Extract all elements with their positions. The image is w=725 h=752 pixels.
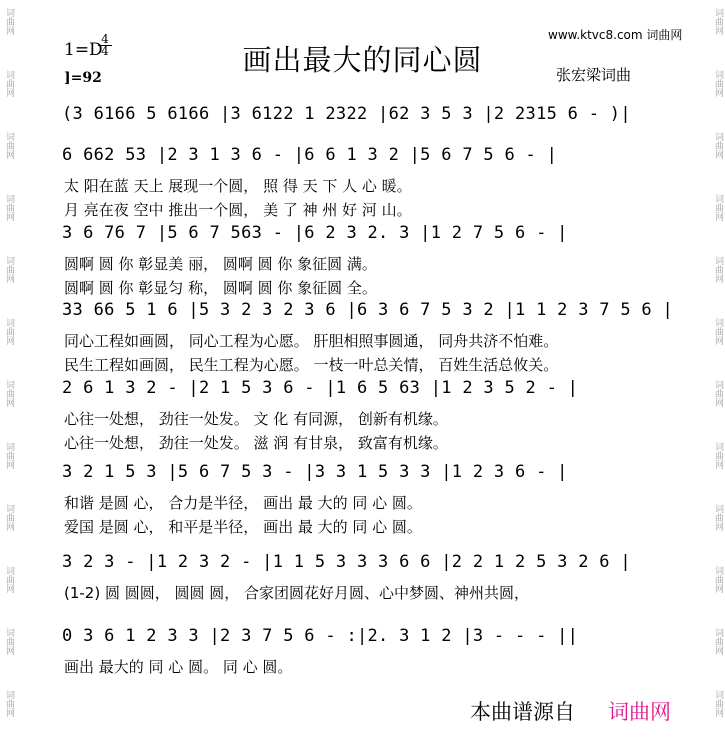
meter-bottom: 4	[101, 44, 109, 58]
lyric-line: 画出 最大的 同 心 圆。 同 心 圆。	[64, 658, 293, 676]
lyric-line: 民生工程如画圆， 民生工程为心愿。 一枝一叶总关情， 百姓生活总攸关。	[64, 356, 559, 374]
watermark-text: 词曲网	[4, 380, 14, 407]
watermark-text: 词曲网	[4, 132, 14, 159]
notation-line: 3 6 76 7 |5 6 7 563 - |6 2 3 2. 3 |1 2 7 5 6 - |	[62, 223, 568, 243]
watermark-text: 词曲网	[713, 70, 723, 97]
watermark-text: 词曲网	[713, 256, 723, 283]
watermark-text: 词曲网	[713, 380, 723, 407]
time-signature	[98, 34, 112, 57]
meter-top: 4	[101, 32, 109, 46]
lyric-line: 心往一处想， 劲往一处发。 文 化 有同源， 创新有机缘。	[64, 410, 448, 428]
watermark-text: 词曲网	[4, 194, 14, 221]
notation-line: 0 3 6 1 2 3 3 |2 3 7 5 6 - :|2. 3 1 2 |3 - - - ||	[62, 626, 579, 646]
watermark-text: 词曲网	[4, 70, 14, 97]
song-title: 画出最大的同心圆	[242, 43, 483, 77]
watermark-text: 词曲网	[713, 442, 723, 469]
site-url[interactable]: www.ktvc8.com 词曲网	[548, 28, 683, 42]
lyric-line: 太 阳在蓝 天上 展现一个圆， 照 得 天 下 人 心 暖。	[64, 177, 412, 195]
footer-site-link[interactable]: 词曲网	[608, 700, 671, 724]
key-signature: 1=D	[64, 40, 103, 60]
notation-line: 3 2 1 5 3 |5 6 7 5 3 - |3 3 1 5 3 3 |1 2 3 6 - |	[62, 462, 568, 482]
watermark-text: 词曲网	[4, 318, 14, 345]
watermark-text: 词曲网	[4, 8, 14, 35]
notation-line: 33 66 5 1 6 |5 3 2 3 2 3 6 |6 3 6 7 5 3 2 |1 1 2 3 7 5 6 |	[62, 300, 674, 320]
tempo-marking: ]=92	[64, 70, 102, 86]
lyric-line: (1-2) 圆 圆圆， 圆圆 圆， 合家团圆花好月圆、心中梦圆、神州共圆，	[64, 584, 530, 602]
lyric-line: 月 亮在夜 空中 推出一个圆， 美 了 神 州 好 河 山。	[64, 201, 412, 219]
lyric-line: 爱国 是圆 心， 和平是半径， 画出 最 大的 同 心 圆。	[64, 518, 422, 536]
watermark-text: 词曲网	[4, 442, 14, 469]
watermark-text: 词曲网	[4, 628, 14, 655]
watermark-text: 词曲网	[4, 566, 14, 593]
watermark-column-left	[0, 0, 16, 752]
watermark-text: 词曲网	[713, 566, 723, 593]
watermark-text: 词曲网	[4, 690, 14, 717]
lyric-line: 同心工程如画圆， 同心工程为心愿。 肝胆相照事圆通， 同舟共济不怕难。	[64, 332, 559, 350]
watermark-text: 词曲网	[4, 504, 14, 531]
lyric-line: 和谐 是圆 心， 合力是半径， 画出 最 大的 同 心 圆。	[64, 494, 422, 512]
footer-source-text: 本曲谱源自	[470, 700, 575, 724]
watermark-text: 词曲网	[713, 690, 723, 717]
watermark-text: 词曲网	[4, 256, 14, 283]
watermark-text: 词曲网	[713, 8, 723, 35]
watermark-text: 词曲网	[713, 194, 723, 221]
lyric-line: 心往一处想， 劲往一处发。 滋 润 有甘泉， 致富有机缘。	[64, 434, 448, 452]
notation-line: 6 662 53 |2 3 1 3 6 - |6 6 1 3 2 |5 6 7 5 6 - |	[62, 145, 558, 165]
lyric-line: 圆啊 圆 你 彰显美 丽， 圆啊 圆 你 象征圆 满。	[64, 255, 377, 273]
notation-line: 2 6 1 3 2 - |2 1 5 3 6 - |1 6 5 63 |1 2 3 5 2 - |	[62, 378, 579, 398]
watermark-text: 词曲网	[713, 132, 723, 159]
watermark-text: 词曲网	[713, 504, 723, 531]
watermark-column-right	[709, 0, 725, 752]
author-credit: 张宏梁词曲	[556, 66, 632, 84]
lyric-line: 圆啊 圆 你 彰显匀 称， 圆啊 圆 你 象征圆 全。	[64, 279, 377, 297]
notation-line: (3 6166 5 6166 |3 6122 1 2322 |62 3 5 3 |2 2315 6 - )|	[62, 104, 631, 124]
notation-line: 3 2 3 - |1 2 3 2 - |1 1 5 3 3 3 6 6 |2 2 1 2 5 3 2 6 |	[62, 552, 631, 572]
watermark-text: 词曲网	[713, 318, 723, 345]
watermark-text: 词曲网	[713, 628, 723, 655]
